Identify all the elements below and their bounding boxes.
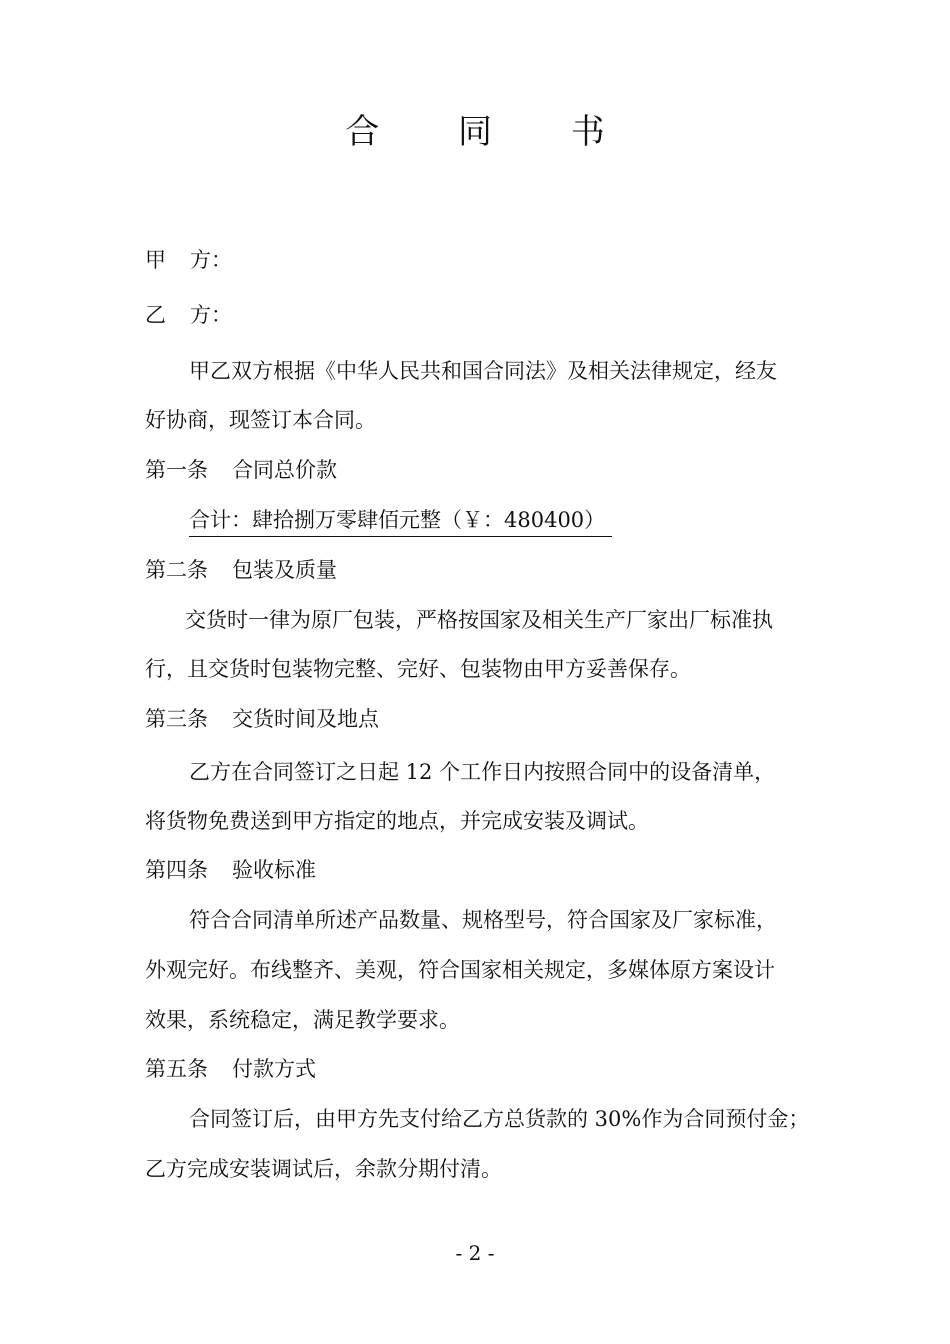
article-3-number: 第三条 bbox=[145, 707, 208, 731]
intro-line-1: 甲乙双方根据《中华人民共和国合同法》及相关法律规定，经友 bbox=[189, 359, 777, 383]
article-4-title: 验收标准 bbox=[232, 858, 316, 882]
article-1-total-line bbox=[189, 505, 612, 537]
article-1-heading bbox=[145, 455, 337, 485]
page-title: 合 同 书 bbox=[345, 112, 639, 152]
article-3-line-2: 将货物免费送到甲方指定的地点，并完成安装及调试。 bbox=[145, 809, 649, 833]
article-2-heading bbox=[145, 555, 337, 585]
party-a-suffix: 方： bbox=[190, 248, 232, 272]
article-4-number: 第四条 bbox=[145, 858, 208, 882]
article-5-title: 付款方式 bbox=[232, 1057, 316, 1081]
article-3-line-1: 乙方在合同签订之日起 12 个工作日内按照合同中的设备清单， bbox=[189, 760, 776, 784]
article-5-line-1: 合同签订后，由甲方先支付给乙方总货款的 30%作为合同预付金； bbox=[189, 1107, 810, 1131]
article-2-line-1: 交货时一律为原厂包装，严格按国家及相关生产厂家出厂标准执 bbox=[185, 608, 773, 632]
article-1-title: 合同总价款 bbox=[232, 458, 337, 482]
article-4-line-3: 效果，系统稳定，满足教学要求。 bbox=[145, 1008, 460, 1032]
article-1-number: 第一条 bbox=[145, 458, 208, 482]
party-b-line bbox=[145, 300, 232, 330]
article-3-heading bbox=[145, 704, 379, 734]
article-4-heading bbox=[145, 855, 316, 885]
party-b-label: 乙 bbox=[145, 303, 166, 327]
party-a-label: 甲 bbox=[145, 248, 166, 272]
article-4-line-2: 外观完好。布线整齐、美观，符合国家相关规定，多媒体原方案设计 bbox=[145, 958, 775, 982]
article-5-heading bbox=[145, 1054, 316, 1084]
article-5-number: 第五条 bbox=[145, 1057, 208, 1081]
article-3-title: 交货时间及地点 bbox=[232, 707, 379, 731]
article-2-title: 包装及质量 bbox=[232, 558, 337, 582]
article-2-number: 第二条 bbox=[145, 558, 208, 582]
article-4-line-1: 符合合同清单所述产品数量、规格型号，符合国家及厂家标准， bbox=[189, 908, 777, 932]
intro-line-2: 好协商，现签订本合同。 bbox=[145, 408, 376, 432]
page-number: - 2 - bbox=[455, 1241, 495, 1265]
article-5-line-2: 乙方完成安装调试后，余款分期付清。 bbox=[145, 1157, 502, 1181]
contract-total-amount: 合计：肆拾捌万零肆佰元整（￥：480400） bbox=[189, 505, 612, 537]
party-a-line bbox=[145, 245, 232, 275]
article-2-line-2: 行，且交货时包装物完整、完好、包装物由甲方妥善保存。 bbox=[145, 657, 691, 681]
party-b-suffix: 方： bbox=[190, 303, 232, 327]
